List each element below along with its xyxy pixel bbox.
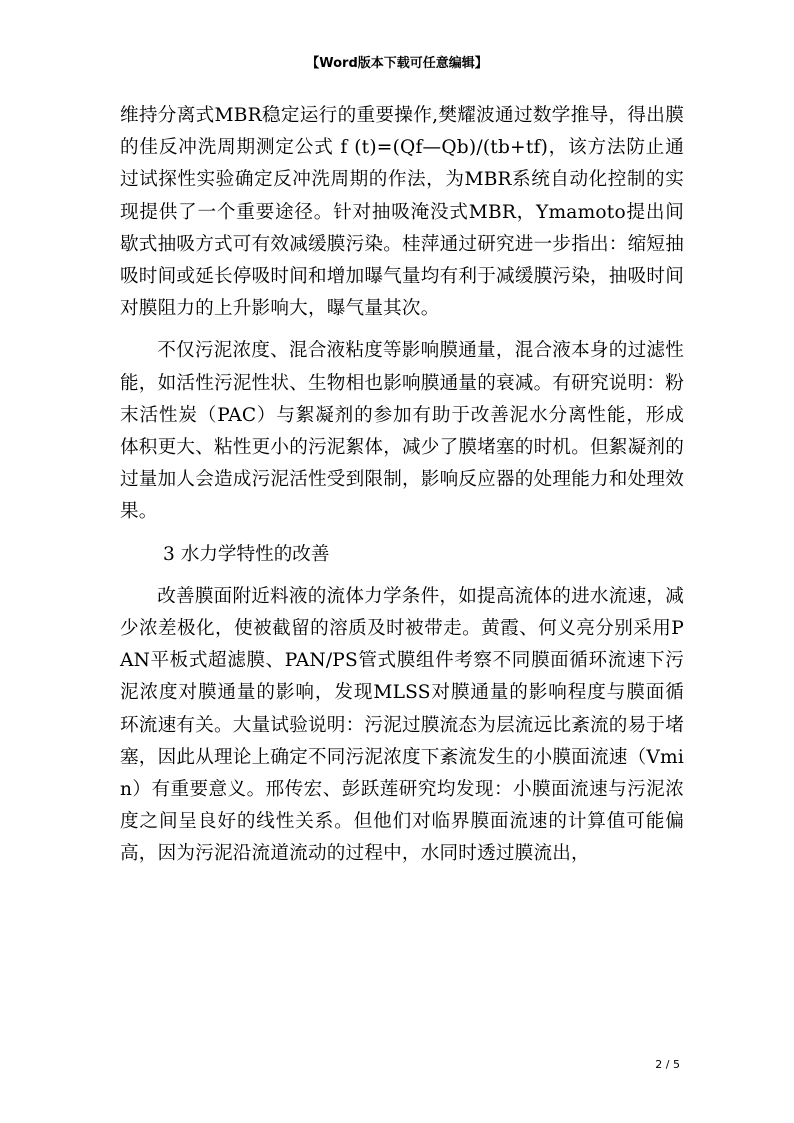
section-heading-hydraulics: 3 水力学特性的改善 <box>163 543 330 565</box>
paragraph-hydraulics: 改善膜面附近料液的流体力学条件，如提高流体的进水流速，减少浓差极化，使被截留的溶质及时被带走。黄霞、何义亮分别采用PAN平板式超滤膜、PAN/PS管式膜组件考察不同膜面循环流速下污泥浓度对膜通量的影响，发现MLSS对膜通量的影响程度与膜面循环流速有关。大量试验说明：污泥过膜流态为层流远比紊流的易于堵塞，因此从理论上确定不同污泥浓度下紊流发生的小膜面流速（Vmin）有重要意义。邢传宏、彭跃莲研究均发现：小膜面流速与污泥浓度之间呈良好的线性关系。但他们对临界膜面流速的计算值可能偏高，因为污泥沿流道流动的过程中，水同时透过膜流出， <box>120 585 684 865</box>
paragraph-sludge-concentration: 不仅污泥浓度、混合液粘度等影响膜通量，混合液本身的过滤性能，如活性污泥性状、生物相也影响膜通量的衰减。有研究说明：粉末活性炭（PAC）与絮凝剂的参加有助于改善泥水分离性能，形成体积更大、粘性更小的污泥絮体，减少了膜堵塞的时机。但絮凝剂的过量加人会造成污泥活性受到限制，影响反应器的处理能力和处理效果。 <box>120 340 684 523</box>
document-body <box>120 100 684 881</box>
document-header: 【Word版本下载可任意编辑】 <box>306 56 488 71</box>
paragraph-backwash: 维持分离式MBR稳定运行的重要操作,樊耀波通过数学推导，得出膜的佳反冲洗周期测定公式 f (t)=(Qf—Qb)/(tb+tf)，该方法防止通过试探性实验确定反冲洗周期的作法，为MBR系统自动化控制的实现提供了一个重要途径。针对抽吸淹没式MBR，Ymamoto提出间歇式抽吸方式可有效减缓膜污染。桂萍通过研究进一步指出：缩短抽吸时间或延长停吸时间和增加曝气量均有利于减缓膜污染，抽吸时间对膜阻力的上升影响大，曝气量其次。 <box>120 105 684 320</box>
page-number: 2 / 5 <box>655 1058 680 1071</box>
